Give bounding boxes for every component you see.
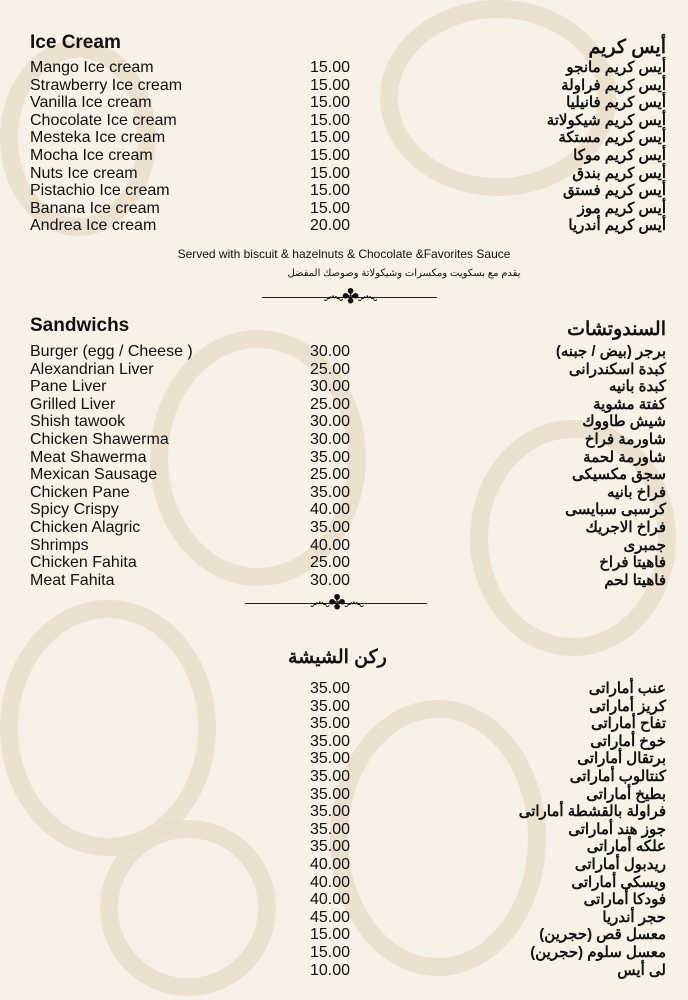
section-title-en: Sandwichs	[30, 315, 130, 336]
menu-item	[0, 944, 688, 962]
menu-item	[0, 59, 688, 77]
menu-item	[0, 962, 688, 980]
item-name-en: Mesteka Ice cream	[30, 129, 166, 147]
item-name-ar: علكه أماراتى	[586, 838, 666, 856]
item-name-en: Shrimps	[30, 536, 89, 554]
item-price: 30.00	[310, 571, 351, 589]
item-name-en: Nuts Ice cream	[30, 164, 138, 182]
flourish-divider-icon: ෴✤෴	[262, 282, 437, 312]
menu-item	[0, 838, 688, 856]
item-name-ar: معسل قص (حجرين)	[539, 926, 666, 944]
item-price: 35.00	[310, 732, 351, 750]
item-price: 30.00	[310, 430, 351, 448]
item-name-ar: جوز هند أماراتى	[568, 820, 666, 838]
item-name-en: Chicken Pane	[30, 483, 130, 501]
item-name-ar: كفتة مشوية	[593, 395, 666, 413]
item-name-ar: أيس كريم أندريا	[568, 217, 666, 235]
item-name-ar: أيس كريم مستكة	[558, 129, 666, 147]
menu-item	[0, 484, 688, 502]
item-price: 35.00	[310, 803, 351, 821]
item-name-ar: فراخ بانيه	[607, 483, 666, 501]
item-name-ar: تفاح أماراتى	[590, 715, 666, 733]
item-price: 15.00	[310, 76, 351, 94]
item-name-ar: أيس كريم موز	[577, 199, 666, 217]
item-price: 40.00	[310, 536, 351, 554]
menu-item	[0, 926, 688, 944]
menu-item	[0, 378, 688, 396]
item-price: 40.00	[310, 501, 351, 519]
item-price: 15.00	[310, 59, 351, 76]
menu-item	[0, 217, 688, 235]
item-price: 35.00	[310, 518, 351, 536]
item-price: 30.00	[310, 378, 351, 396]
item-price: 20.00	[310, 217, 351, 235]
item-price: 35.00	[310, 767, 351, 785]
item-price: 15.00	[310, 94, 351, 112]
item-name-ar: حجر أندريا	[602, 908, 666, 926]
menu-item	[0, 501, 688, 519]
section-title-ar: ركن الشيشة	[288, 647, 387, 668]
menu-item	[0, 750, 688, 768]
menu-item	[0, 680, 688, 698]
item-price: 10.00	[310, 961, 351, 979]
item-price: 30.00	[310, 413, 351, 431]
item-name-en: Burger (egg / Cheese )	[30, 343, 193, 360]
item-name-ar: كريز أماراتى	[589, 697, 666, 715]
item-name-ar: أيس كريم شيكولاتة	[546, 111, 666, 129]
menu-item	[0, 396, 688, 414]
item-name-ar: كبدة اسكندرانى	[568, 360, 666, 378]
menu-item	[0, 909, 688, 927]
menu-item	[0, 821, 688, 839]
item-name-ar: فراخ الاجريك	[585, 518, 666, 536]
item-name-ar: برجر (بيض / جبنه)	[555, 343, 666, 360]
flourish-divider-icon: ෴✤෴	[245, 588, 427, 618]
item-price: 35.00	[310, 715, 351, 733]
item-price: 15.00	[310, 199, 351, 217]
section-title-ar: أيس كريم	[588, 37, 666, 58]
menu-item	[0, 891, 688, 909]
item-name-en: Chicken Fahita	[30, 554, 137, 572]
item-name-ar: أيس كريم فراولة	[561, 76, 666, 94]
item-price: 35.00	[310, 820, 351, 838]
menu-item	[0, 182, 688, 200]
menu-item	[0, 537, 688, 555]
item-price: 35.00	[310, 680, 351, 697]
item-price: 15.00	[310, 943, 351, 961]
item-name-ar: فراولة بالقشطة أماراتى	[518, 803, 666, 821]
item-name-en: Grilled Liver	[30, 395, 116, 413]
item-name-en: Andrea Ice cream	[30, 217, 157, 235]
item-name-ar: عنب أماراتى	[588, 680, 666, 697]
item-name-ar: فاهيتا لحم	[604, 571, 666, 589]
item-name-en: Meat Shawerma	[30, 448, 147, 466]
item-price: 15.00	[310, 146, 351, 164]
item-name-ar: معسل سلوم (حجرين)	[530, 943, 666, 961]
item-price: 30.00	[310, 343, 351, 360]
section-title-ar: السندوتشات	[567, 319, 666, 340]
item-name-en: Pistachio Ice cream	[30, 182, 170, 200]
item-name-en: Mocha Ice cream	[30, 146, 153, 164]
menu-list	[0, 343, 688, 589]
menu-item	[0, 786, 688, 804]
menu-item	[0, 572, 688, 590]
item-name-ar: أيس كريم بندق	[572, 164, 666, 182]
item-name-en: Vanilla Ice cream	[30, 94, 152, 112]
menu-item	[0, 554, 688, 572]
item-name-en: Chocolate Ice cream	[30, 111, 177, 129]
item-price: 35.00	[310, 750, 351, 768]
item-name-en: Shish tawook	[30, 413, 126, 431]
item-name-en: Chicken Alagric	[30, 518, 141, 536]
item-name-en: Pane Liver	[30, 378, 107, 396]
item-name-ar: فودكا أماراتى	[583, 891, 666, 909]
item-name-en: Spicy Crispy	[30, 501, 119, 519]
item-name-ar: ريدبول أماراتى	[574, 855, 666, 873]
item-name-ar: شاورمة فراخ	[584, 430, 666, 448]
item-name-ar: شيش طاووك	[582, 413, 666, 431]
item-name-ar: فاهيتا فراخ	[599, 554, 666, 572]
item-name-en: Meat Fahita	[30, 571, 115, 589]
menu-item	[0, 768, 688, 786]
item-name-ar: لى أيس	[617, 961, 666, 979]
item-name-ar: أيس كريم مانجو	[566, 59, 666, 76]
menu-item	[0, 147, 688, 165]
item-name-en: Alexandrian Liver	[30, 360, 154, 378]
menu-item	[0, 343, 688, 361]
item-price: 35.00	[310, 785, 351, 803]
item-name-en: Strawberry Ice cream	[30, 76, 183, 94]
item-name-ar: أيس كريم موكا	[573, 146, 666, 164]
menu-item	[0, 519, 688, 537]
item-name-ar: كبدة بانيه	[608, 378, 666, 396]
item-price: 15.00	[310, 111, 351, 129]
item-price: 35.00	[310, 483, 351, 501]
menu-list	[0, 59, 688, 235]
menu-item	[0, 165, 688, 183]
item-price: 40.00	[310, 891, 351, 909]
item-price: 25.00	[310, 395, 351, 413]
item-name-en: Chicken Shawerma	[30, 430, 169, 448]
note-en: Served with biscuit & hazelnuts & Chocolate &Favorites Sauce	[177, 247, 511, 261]
menu-item	[0, 77, 688, 95]
item-price: 40.00	[310, 873, 351, 891]
item-name-ar: أيس كريم فانيليا	[566, 94, 666, 112]
menu-item	[0, 361, 688, 379]
item-name-ar: برتقال أماراتى	[577, 750, 666, 768]
item-name-ar: بطيخ أماراتى	[586, 785, 666, 803]
item-price: 40.00	[310, 855, 351, 873]
item-name-ar: ويسكى أماراتى	[571, 873, 666, 891]
menu-item	[0, 466, 688, 484]
menu-item	[0, 874, 688, 892]
item-price: 15.00	[310, 129, 351, 147]
item-name-ar: شاورمة لحمة	[583, 448, 666, 466]
item-price: 35.00	[310, 838, 351, 856]
menu-item	[0, 94, 688, 112]
menu-item	[0, 715, 688, 733]
item-price: 15.00	[310, 164, 351, 182]
section-title-en: Ice Cream	[30, 32, 121, 53]
item-name-en: Mexican Sausage	[30, 466, 158, 484]
item-price: 15.00	[310, 926, 351, 944]
item-name-ar: جمبرى	[623, 536, 666, 554]
item-name-ar: كرسبى سبايسى	[565, 501, 666, 519]
menu-item	[0, 431, 688, 449]
item-price: 15.00	[310, 182, 351, 200]
menu-item	[0, 200, 688, 218]
item-name-ar: أيس كريم فستق	[563, 182, 666, 200]
item-name-ar: سجق مكسيكى	[572, 466, 666, 484]
menu-list	[0, 680, 688, 979]
menu-item	[0, 413, 688, 431]
menu-item	[0, 698, 688, 716]
item-price: 25.00	[310, 466, 351, 484]
menu-item	[0, 449, 688, 467]
item-price: 25.00	[310, 554, 351, 572]
item-price: 35.00	[310, 448, 351, 466]
menu-item	[0, 856, 688, 874]
menu-item	[0, 112, 688, 130]
note-ar: يقدم مع بسكويت ومكسرات وشيكولاتة وصوصك المفضل	[287, 268, 521, 279]
item-name-en: Banana Ice cream	[30, 199, 160, 217]
item-name-ar: خوخ أماراتى	[590, 732, 666, 750]
item-price: 35.00	[310, 697, 351, 715]
item-price: 25.00	[310, 360, 351, 378]
menu-item	[0, 129, 688, 147]
item-name-ar: كنتالوب أماراتى	[569, 767, 666, 785]
menu-item	[0, 803, 688, 821]
menu-item	[0, 733, 688, 751]
item-name-en: Mango Ice cream	[30, 59, 154, 76]
item-price: 45.00	[310, 908, 351, 926]
